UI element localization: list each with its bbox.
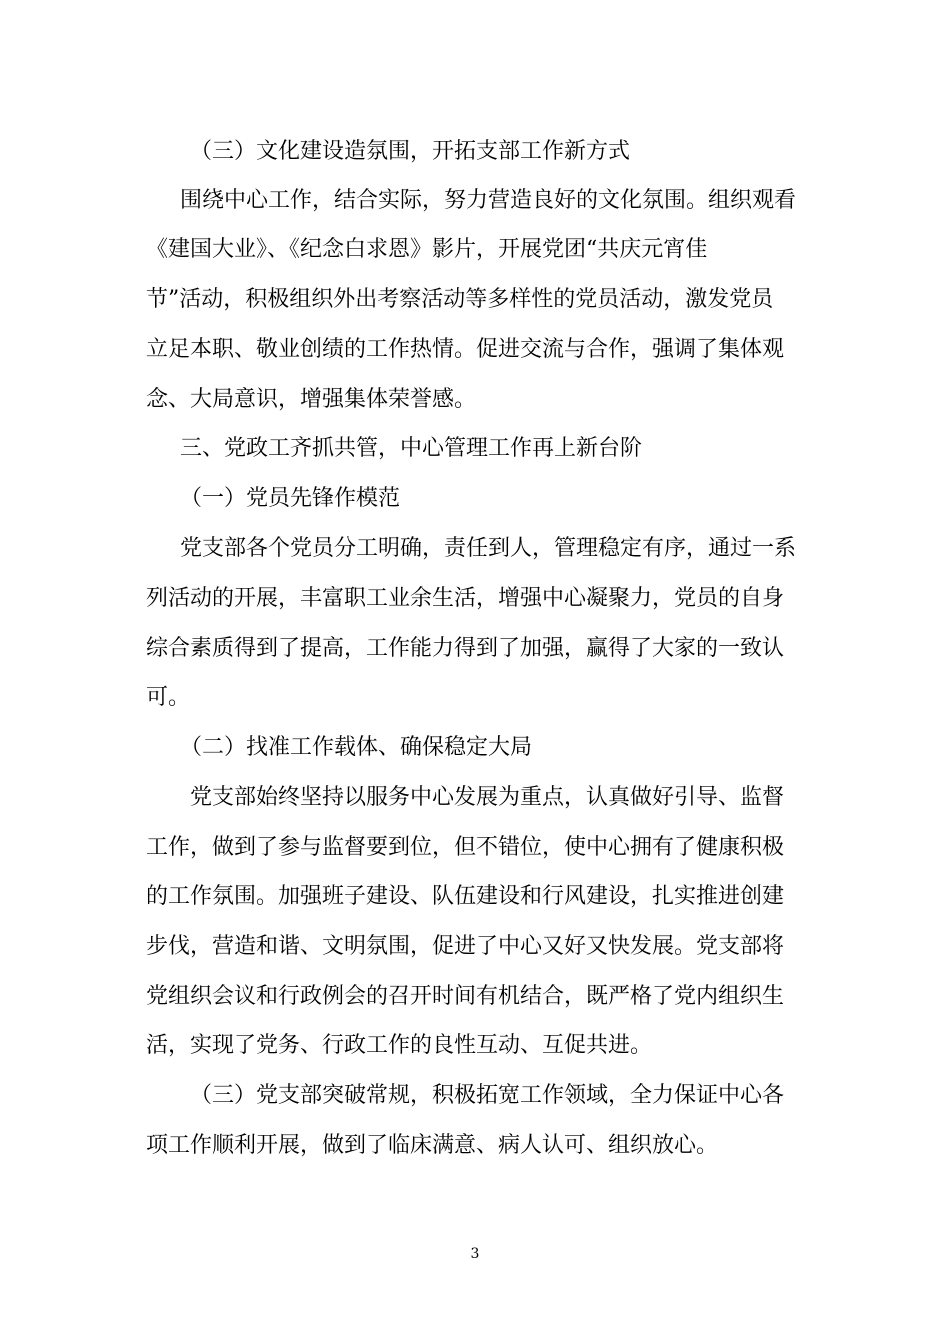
paragraph-line: 可。 bbox=[146, 685, 191, 710]
paragraph-line: 综合素质得到了提高，工作能力得到了加强，赢得了大家的一致认 bbox=[146, 636, 785, 661]
paragraph-line: 工作，做到了参与监督要到位，但不错位，使中心拥有了健康积极 bbox=[146, 835, 785, 860]
paragraph-line: 围绕中心工作，结合实际，努力营造良好的文化氛围。组织观看 bbox=[180, 188, 797, 213]
subheading-breakthrough: （三）党支部突破常规，积极拓宽工作领域，全力保证中心各 bbox=[190, 1083, 785, 1108]
paragraph-line: 节”活动，积极组织外出考察活动等多样性的党员活动，激发党员 bbox=[146, 287, 774, 312]
subheading-work-carrier: （二）找准工作载体、确保稳定大局 bbox=[180, 735, 533, 760]
page-number: 3 bbox=[470, 1246, 480, 1262]
paragraph-line: 党支部各个党员分工明确，责任到人，管理稳定有序，通过一系 bbox=[180, 536, 797, 561]
paragraph-line: 活，实现了党务、行政工作的良性互动、互促共进。 bbox=[146, 1033, 653, 1058]
paragraph-line: 项工作顺利开展，做到了临床满意、病人认可、组织放心。 bbox=[146, 1133, 719, 1158]
paragraph-line: 立足本职、敬业创绩的工作热情。促进交流与合作，强调了集体观 bbox=[146, 337, 785, 362]
paragraph-line: 党支部始终坚持以服务中心发展为重点，认真做好引导、监督 bbox=[190, 785, 785, 810]
section-heading: 三、党政工齐抓共管，中心管理工作再上新台阶 bbox=[180, 436, 643, 461]
paragraph-line: 《建国大业》、《纪念白求恩》影片，开展党团“共庆元宵佳 bbox=[146, 237, 708, 262]
paragraph-line: 党组织会议和行政例会的召开时间有机结合，既严格了党内组织生 bbox=[146, 984, 785, 1009]
subheading-party-pioneer: （一）党员先锋作模范 bbox=[180, 486, 401, 511]
paragraph-line: 的工作氛围。加强班子建设、队伍建设和行风建设，扎实推进创建 bbox=[146, 884, 785, 909]
paragraph-line: 念、大局意识，增强集体荣誉感。 bbox=[146, 387, 477, 412]
heading-culture-building: （三）文化建设造氛围，开拓支部工作新方式 bbox=[190, 139, 631, 164]
paragraph-line: 列活动的开展，丰富职工业余生活，增强中心凝聚力，党员的自身 bbox=[146, 586, 785, 611]
paragraph-line: 步伐，营造和谐、文明氛围，促进了中心又好又快发展。党支部将 bbox=[146, 934, 785, 959]
